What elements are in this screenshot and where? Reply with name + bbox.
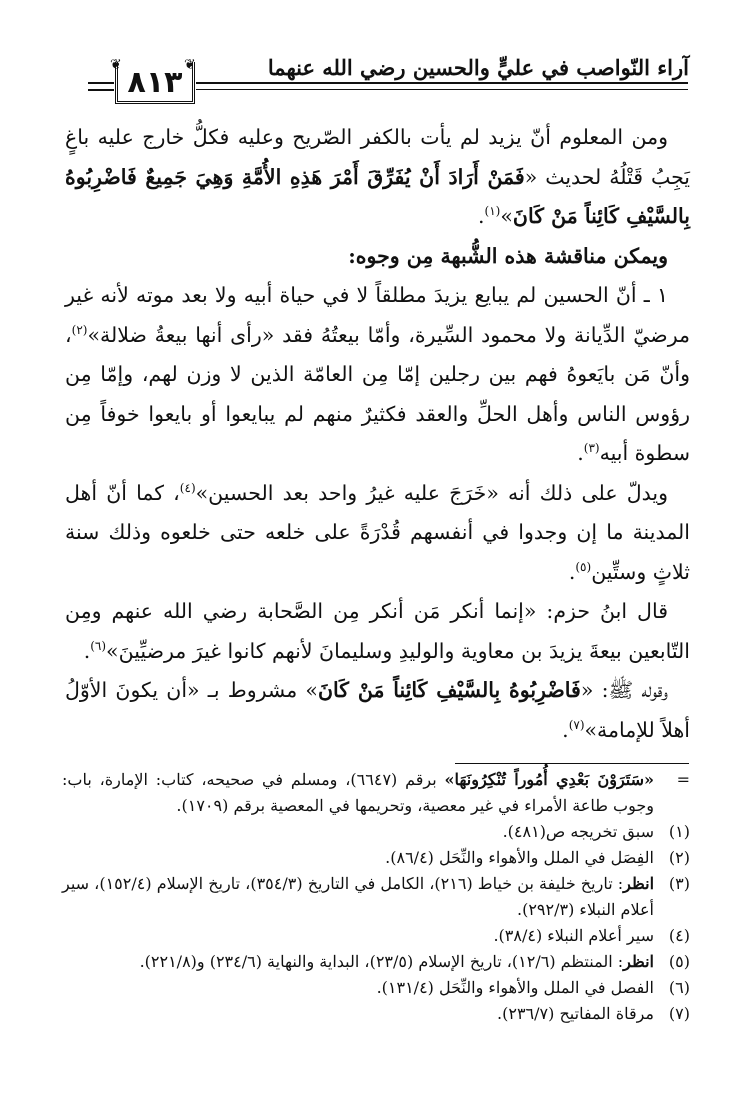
footnote-mark: (٤) <box>668 926 690 945</box>
footnote-item <box>62 819 690 845</box>
footnote-text: سبق تخريجه ص(٤٨١). <box>502 822 654 841</box>
paragraph-3: ويدلّ على ذلك أنه «خَرَجَ عليه غيرُ واحد بعد الحسين»$^{(٤)}$، كما أنّ أهل المدينة ما إن وجدوا في أنفسهم قُدْرَةً على خلعه حتى خلعوه وذلك سنة ثلاثٍ وستِّين$^{(٥)}$. <box>65 480 690 584</box>
footnote-mark: (٥) <box>668 952 690 971</box>
footnote-text: مرقاة المفاتيح (٢٣٦/٧). <box>497 1004 654 1023</box>
footnote-mark: (٣) <box>668 874 690 893</box>
footnote-item <box>62 923 690 949</box>
paragraph-4: قال ابنُ حزم: «إنما أنكر مَن أنكر مِن الصَّحابة رضي الله عنهم ومِن التّابعين بيعةَ يزيدَ بن معاوية والوليدِ وسليمانَ لأنهم كانوا غيرَ مرضيِّينَ»$^{(٦)}$. <box>65 599 690 663</box>
footnote-text: الفِصَل في الملل والأهواء والنِّحَل (٨٦/٤). <box>385 848 654 867</box>
footnote-text: : المنتظم (١٢/٦)، تاريخ الإسلام (٢٣/٥)، البداية والنهاية (٢٣٤/٦) و(٢٢١/٨). <box>139 952 624 971</box>
page-header <box>0 0 753 110</box>
footnotes <box>62 767 690 1027</box>
page-number-frame <box>115 62 195 104</box>
header-rule <box>196 82 688 90</box>
footnote-ref-5: (٥) <box>575 559 592 574</box>
footnote-item <box>62 845 690 871</box>
paragraph-1: ومن المعلوم أنّ يزيد لم يأت بالكفر الصّريح وعليه فكلُّ خارج عليه باغٍ يَجِبُ قَتْلُهُ لحديث «فَمَنْ أَرَادَ أَنْ يُفَرِّقَ أَمْرَ هَذِهِ الأُمَّةِ وَهِيَ جَمِيعٌ فَاضْرِبُوهُ بِالسَّيْفِ كَائِناً مَنْ كَانَ»$^{(١)}$. <box>65 125 691 228</box>
subheading: ويمكن مناقشة هذه الشُّبهة مِن وجوه: <box>348 243 668 268</box>
footnote-mark: (٦) <box>668 978 690 997</box>
footnote-item <box>62 1001 690 1027</box>
header-rule-left <box>88 82 114 91</box>
page-number: ٨١٣ <box>127 65 183 100</box>
footnote-ref-3: (٣) <box>583 441 600 456</box>
footnote-mark: (٧) <box>668 1004 690 1023</box>
paragraph-5: وقوله ﷺ: «فَاضْرِبُوهُ بِالسَّيْفِ كَائِناً مَنْ كَانَ» مشروط بـ «أن يكونَ الأوّلُ أهلاً للإمامة»$^{(٧)}$. <box>65 678 690 742</box>
footnote-ref-7: (٧) <box>568 717 585 732</box>
footnote-ref-6: (٦) <box>90 638 107 653</box>
footnote-continued: = «سَتَرَوْنَ بَعْدِي أُمُوراً تُنْكِرُونَهَا» برقم (٦٦٤٧)، ومسلم في صحيحه، كتاب: الإمارة، باب: وجوب طاعة الأمراء في غير معصية، وتحريمها في المعصية برقم (١٧٠٩). <box>62 767 690 819</box>
paragraph-2: ١ ـ أنّ الحسين لم يبايع يزيدَ مطلقاً لا في حياة أبيه ولا بعد موته لأنه غير مرضيّ الدِّيانة ولا محمود السِّيرة، وأمّا بيعتُهُ فقد «رأى أنها بيعةُ ضلالة»$^{(٢)}$، وأنّ مَن بايَعوهُ فهم بين رجلين إمّا مِن العامّة الذين لا وزن لهم، وإمّا مِن رؤوس الناس وأهل الحلِّ والعقد فكثيرٌ منهم لم يبايعوا أو بايعوا خوفاً مِن سطوة أبيه$^{(٣)}$. <box>65 283 690 465</box>
footnote-item <box>62 949 690 975</box>
running-title: آراء النّواصب في عليٍّ والحسين رضي الله عنهما <box>267 55 689 80</box>
footnote-source-label: انظر <box>623 874 655 893</box>
footnote-source-label: انظر <box>623 952 654 971</box>
footnote-item <box>62 975 690 1001</box>
footnote-text: الفصل في الملل والأهواء والنِّحَل (١٣١/٤). <box>376 978 654 997</box>
footnote-item <box>62 871 690 923</box>
hadith-quote: فَمَنْ أَرَادَ أَنْ يُفَرِّقَ أَمْرَ هَذِهِ الأُمَّةِ وَهِيَ جَمِيعٌ فَاضْرِبُوهُ بِالسَّيْفِ كَائِناً مَنْ كَانَ <box>65 164 690 228</box>
footnote-mark: (١) <box>668 822 690 841</box>
footnote-ref-4: (٤) <box>179 480 196 495</box>
footnote-mark: (٢) <box>668 848 690 867</box>
footnote-ref-2: (٢) <box>71 322 88 337</box>
footnote-separator <box>455 763 689 764</box>
body-text <box>65 118 690 750</box>
footnote-text: : تاريخ خليفة بن خياط (٢١٦)، الكامل في التاريخ (٣٥٤/٣)، تاريخ الإسلام (١٥٢/٤)، سير أعلام النبلاء (٢٩٢/٣). <box>62 874 654 919</box>
footnote-ref-1: (١) <box>484 204 501 219</box>
footnote-text: سير أعلام النبلاء (٣٨/٤). <box>493 926 654 945</box>
hadith-quote-2: فَاضْرِبُوهُ بِالسَّيْفِ كَائِناً مَنْ كَانَ <box>317 678 581 702</box>
footnote-quote: «سَتَرَوْنَ بَعْدِي أُمُوراً تُنْكِرُونَهَا» <box>444 770 655 789</box>
ornament-left-icon: ❦ <box>110 57 122 73</box>
ornament-right-icon: ❦ <box>184 57 196 73</box>
footnote-mark: = <box>676 770 690 789</box>
